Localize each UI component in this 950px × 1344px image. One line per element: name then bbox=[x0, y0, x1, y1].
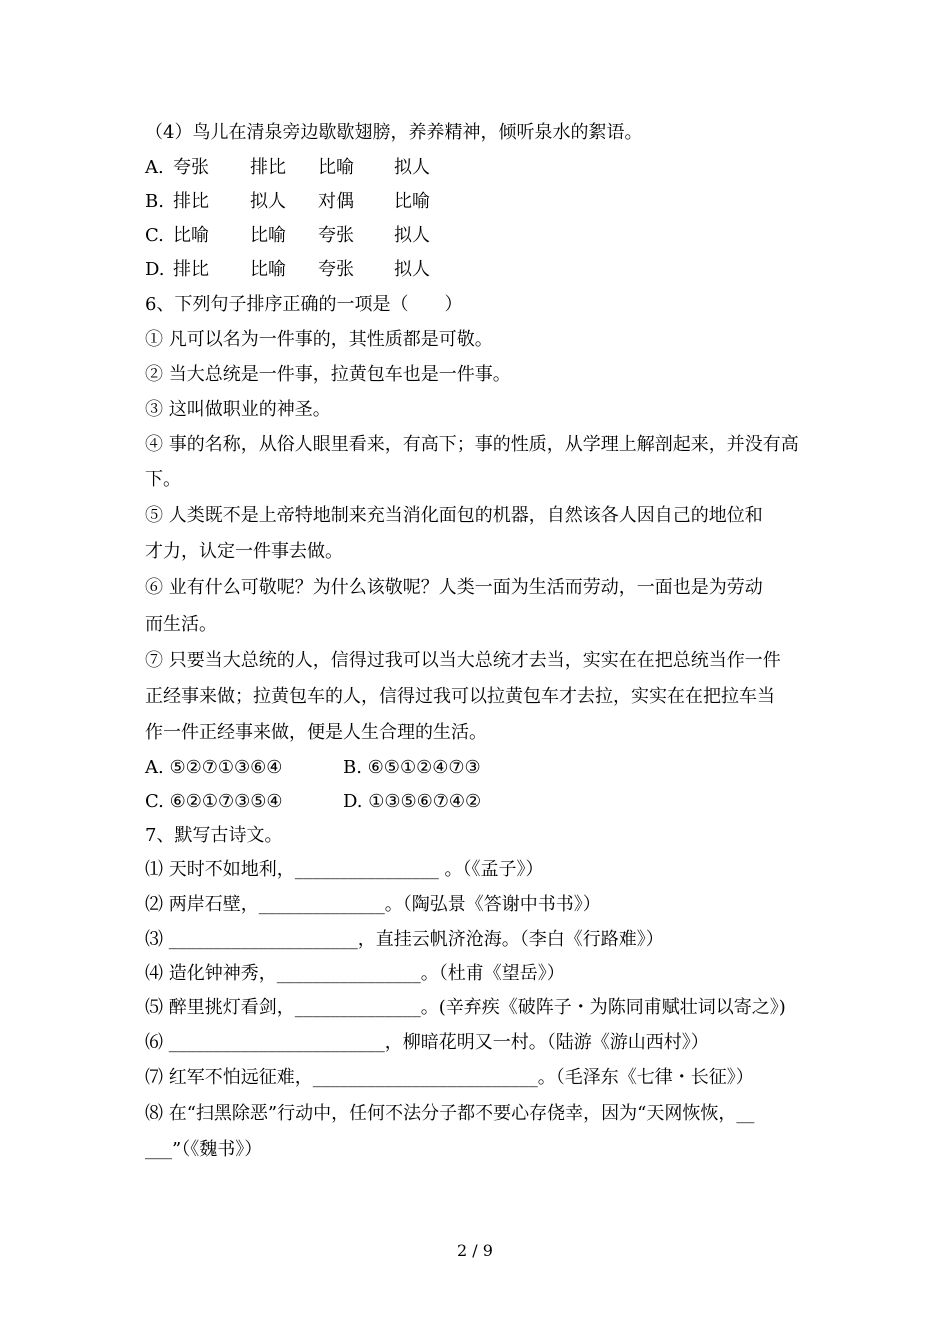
q6-sentence: 正经事来做；拉黄包车的人，信得过我可以拉黄包车才去拉，实实在在把拉车当 bbox=[145, 686, 775, 707]
option-term: 夸张 bbox=[318, 225, 354, 246]
option-term: 拟人 bbox=[394, 259, 430, 280]
option-term: 比喻 bbox=[318, 157, 354, 178]
option-letter: B. bbox=[145, 191, 164, 212]
q7-item: ⑺ 红军不怕远征难，_________________________。（毛泽东《七律・长征》） bbox=[145, 1067, 754, 1088]
q7-item: ⑻ 在“扫黑除恶”行动中，任何不法分子都不要心存侥幸，因为“天网恢恢，__ bbox=[145, 1103, 755, 1124]
option-letter: C. bbox=[145, 225, 164, 246]
q6-sentence: ⑤ 人类既不是上帝特地制来充当消化面包的机器，自然该各人因自己的地位和 bbox=[145, 505, 763, 526]
option-term: 比喻 bbox=[250, 259, 286, 280]
q7-item: ⑶ _____________________，直挂云帆济沧海。（李白《行路难》） bbox=[145, 929, 664, 950]
option-term: 比喻 bbox=[394, 191, 430, 212]
q6-option-c: C. ⑥②①⑦③⑤④ bbox=[145, 791, 283, 812]
option-term: 比喻 bbox=[250, 225, 286, 246]
option-term: 拟人 bbox=[250, 191, 286, 212]
q6-sentence: 作一件正经事来做，便是人生合理的生活。 bbox=[145, 722, 487, 743]
page-number: 2 / 9 bbox=[457, 1241, 493, 1260]
q6-sentence: ① 凡可以名为一件事的，其性质都是可敬。 bbox=[145, 329, 493, 350]
option-letter: D. bbox=[145, 259, 165, 280]
option-term: 夸张 bbox=[173, 157, 209, 178]
q6-sentence: ② 当大总统是一件事，拉黄包车也是一件事。 bbox=[145, 364, 511, 385]
q6-option-a: A. ⑤②⑦①③⑥④ bbox=[145, 757, 283, 778]
option-term: 排比 bbox=[173, 259, 209, 280]
option-term: 夸张 bbox=[318, 259, 354, 280]
q6-sentence: ③ 这叫做职业的神圣。 bbox=[145, 399, 331, 420]
q6-sentence: ⑥ 业有什么可敬呢？为什么该敬呢？人类一面为生活而劳动，一面也是为劳动 bbox=[145, 577, 763, 598]
q5-item-4: （4）鸟儿在清泉旁边歇歇翅膀，养养精神，倾听泉水的絮语。 bbox=[145, 122, 643, 143]
q7-title: 7、默写古诗文。 bbox=[145, 825, 283, 846]
q6-sentence: ④ 事的名称，从俗人眼里看来，有高下；事的性质，从学理上解剖起来，并没有高 bbox=[145, 434, 799, 455]
q6-sentence: 下。 bbox=[145, 469, 181, 490]
option-term: 对偶 bbox=[318, 191, 354, 212]
q6-option-d: D. ①③⑤⑥⑦④② bbox=[343, 791, 482, 812]
q7-item: ⑷ 造化钟神秀，________________。（杜甫《望岳》） bbox=[145, 963, 565, 984]
q6-title: 6、下列句子排序正确的一项是（ ） bbox=[145, 294, 463, 315]
option-term: 比喻 bbox=[173, 225, 209, 246]
option-term: 排比 bbox=[250, 157, 286, 178]
option-term: 拟人 bbox=[394, 157, 430, 178]
option-letter: A. bbox=[145, 157, 164, 178]
option-term: 排比 bbox=[173, 191, 209, 212]
q7-item: ⑵ 两岸石壁，______________。（陶弘景《答谢中书书》） bbox=[145, 894, 601, 915]
q6-option-b: B. ⑥⑤①②④⑦③ bbox=[343, 757, 481, 778]
q7-item: ⑸ 醉里挑灯看剑，______________。(辛弃疾《破阵子・为陈同甫赋壮词以寄之》) bbox=[145, 997, 786, 1018]
q7-item: ⑴ 天时不如地利，________________ 。（《孟子》） bbox=[145, 859, 544, 880]
q6-sentence: 而生活。 bbox=[145, 614, 217, 635]
q6-sentence: ⑦ 只要当大总统的人，信得过我可以当大总统才去当，实实在在把总统当作一件 bbox=[145, 650, 781, 671]
q7-item: ___”（《魏书》） bbox=[145, 1139, 263, 1160]
q7-item: ⑹ ________________________，柳暗花明又一村。（陆游《游山西村》） bbox=[145, 1032, 709, 1053]
q6-sentence: 才力，认定一件事去做。 bbox=[145, 541, 343, 562]
option-term: 拟人 bbox=[394, 225, 430, 246]
